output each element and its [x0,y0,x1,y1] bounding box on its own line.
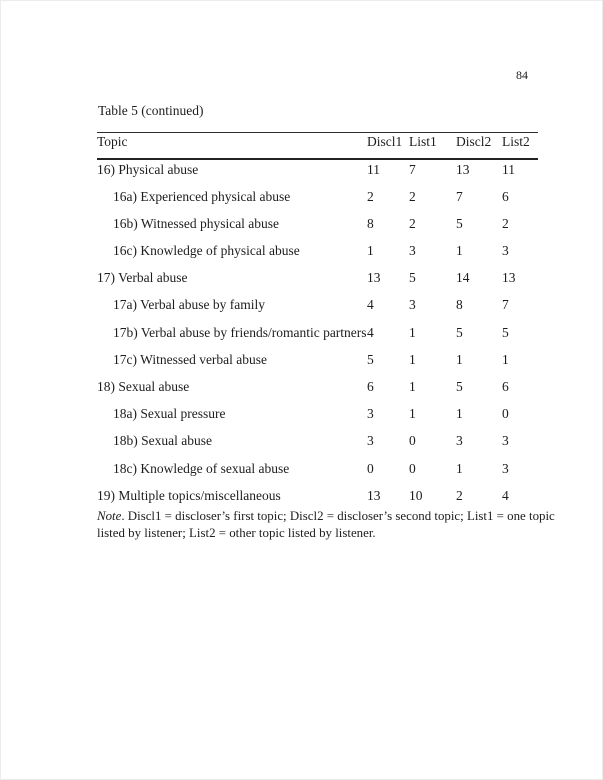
note-text-line1: . Discl1 = discloser’s first topic; Discl2 = discloser’s second topic; List1 = one topic [121,509,555,523]
table-header-row [97,132,538,160]
row-value-discl1: 3 [367,406,374,422]
row-value-list2: 0 [502,406,509,422]
row-value-discl1: 4 [367,297,374,313]
row-topic: 16) Physical abuse [97,161,199,177]
table-title: Table 5 (continued) [98,103,204,118]
row-topic: 19) Multiple topics/miscellaneous [97,487,281,503]
table-row [97,214,538,241]
row-value-discl1: 1 [367,243,374,259]
row-value-list1: 10 [409,487,423,503]
row-topic: 18c) Knowledge of sexual abuse [113,460,290,476]
table-row [97,486,538,506]
row-value-list1: 3 [409,297,416,313]
table-row [97,350,538,377]
table-row [97,268,538,295]
note-label: Note [97,509,122,523]
table-row [97,377,538,404]
row-value-discl2: 2 [456,487,463,503]
row-value-list2: 3 [502,460,509,476]
table-row [97,160,538,187]
row-value-list2: 13 [502,270,516,286]
row-value-discl1: 2 [367,188,374,204]
row-topic: 18) Sexual abuse [97,379,190,394]
row-value-list1: 0 [409,433,416,449]
row-value-list1: 2 [409,188,416,204]
row-value-list1: 1 [409,324,416,340]
row-value-discl1: 13 [367,487,381,503]
row-value-list1: 1 [409,406,416,422]
table-row [97,295,538,322]
row-value-discl2: 8 [456,297,463,313]
column-header-discl2: Discl2 [456,134,492,149]
row-value-list1: 0 [409,460,416,476]
table-note [97,508,555,542]
row-value-list2: 6 [502,188,509,204]
row-value-discl2: 1 [456,351,463,367]
note-line-2 [97,525,555,542]
table-row [97,187,538,214]
row-value-discl1: 0 [367,460,374,476]
row-topic: 16b) Witnessed physical abuse [113,215,280,231]
row-value-discl2: 14 [456,270,470,286]
row-value-list2: 11 [502,161,515,177]
row-value-list2: 3 [502,243,509,259]
row-value-discl1: 3 [367,433,374,449]
table-row [97,431,538,458]
row-topic: 16c) Knowledge of physical abuse [113,243,300,259]
row-value-list1: 1 [409,351,416,367]
row-value-discl1: 8 [367,215,374,231]
row-value-list2: 2 [502,215,509,231]
data-table [97,132,538,506]
row-value-discl2: 5 [456,379,463,394]
row-value-discl2: 13 [456,161,470,177]
row-value-list1: 3 [409,243,416,259]
column-header-topic: Topic [97,134,128,149]
row-value-discl1: 4 [367,324,374,340]
row-value-list2: 1 [502,351,509,367]
note-text-line2: listed by listener; List2 = other topic listed by listener. [97,526,376,540]
row-value-discl1: 6 [367,379,374,394]
row-topic: 17) Verbal abuse [97,270,188,286]
row-value-discl2: 1 [456,406,463,422]
row-topic: 16a) Experienced physical abuse [113,188,291,204]
row-topic: 18b) Sexual abuse [113,433,212,449]
column-header-list1: List1 [409,134,437,149]
row-value-discl2: 1 [456,243,463,259]
row-value-list2: 7 [502,297,509,313]
row-value-list1: 2 [409,215,416,231]
row-value-discl2: 3 [456,433,463,449]
column-header-list2: List2 [502,134,530,149]
column-header-discl1: Discl1 [367,134,403,149]
row-value-list1: 7 [409,161,416,177]
table-body [97,160,538,506]
row-value-discl2: 7 [456,188,463,204]
row-topic: 18a) Sexual pressure [113,406,226,422]
row-value-discl2: 1 [456,460,463,476]
row-value-discl1: 11 [367,161,380,177]
page-number: 84 [516,68,528,82]
table-row [97,241,538,268]
row-value-list2: 3 [502,433,509,449]
row-value-list2: 4 [502,487,509,503]
row-value-discl2: 5 [456,215,463,231]
row-value-discl2: 5 [456,324,463,340]
row-value-list1: 1 [409,379,416,394]
row-topic: 17a) Verbal abuse by family [113,297,265,313]
row-value-discl1: 13 [367,270,381,286]
row-value-discl1: 5 [367,351,374,367]
table-row [97,459,538,486]
table-row [97,323,538,350]
row-value-list2: 6 [502,379,509,394]
table-row [97,404,538,431]
row-value-list2: 5 [502,324,509,340]
note-line-1 [97,508,555,525]
row-value-list1: 5 [409,270,416,286]
row-topic: 17b) Verbal abuse by friends/romantic partners [113,324,367,340]
row-topic: 17c) Witnessed verbal abuse [113,351,268,367]
